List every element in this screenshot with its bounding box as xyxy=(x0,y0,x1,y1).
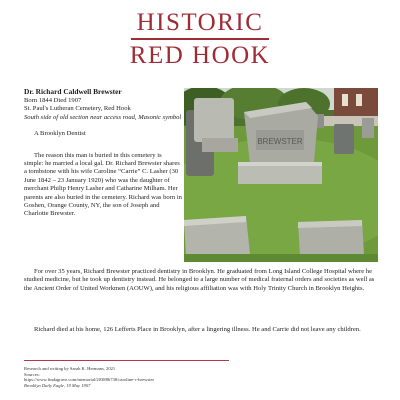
logo-line-historic: HISTORIC xyxy=(136,9,264,36)
gravestone-photo xyxy=(184,88,378,262)
paragraph-death-text: Richard died at his home, 126 Lefferts Place in Brooklyn, after a lingering illness. He and Carrie did not leave any children. xyxy=(34,326,361,333)
cemetery-name: St. Paul's Lutheran Cemetery, Red Hook xyxy=(24,105,131,113)
research-credit: Research and writing by Sarah K. Hermans, 2021 xyxy=(24,366,116,371)
paragraph-death xyxy=(24,326,378,334)
person-name: Dr. Richard Caldwell Brewster xyxy=(24,87,122,96)
sources-label: Sources: xyxy=(24,371,40,377)
paragraph-career xyxy=(24,268,378,293)
source-link[interactable]: https://www.findagrave.com/memorial/203886738/caroline-c-brewster xyxy=(24,377,155,383)
credits-block xyxy=(24,366,378,388)
paragraph-career-text: For over 35 years, Richard Brewster practiced dentistry in Brooklyn. He graduated from Long Island College Hospital where he studied medicine, but he took up dentistry instead. He belonged to a large number of medical fraternal orders and societies as well as the Ancient Order of United Workmen (AOUW), and his religious affiliation was with Holy Trinity Church in Brooklyn Heights. xyxy=(24,268,375,292)
section-divider xyxy=(24,360,229,361)
source-newspaper: Brooklyn Daily Eagle, 19 May 1907 xyxy=(24,382,91,388)
tombstone-engraving: BREWSTER xyxy=(257,137,303,146)
paragraph-intro: The reason this man is buried in this cemetery is simple: he married a local gal. Dr. Richard Brewster shares a tombstone with his wife Caroline “Carrie” C. Lasher (30 June 1842 – 23 January 1920) who was the daughter of merchant Philip Henry Lasher and Catharine Milham. Her parents are also buried in the cemetery. Richard was born in Goshen, Orange County, NY, the son of Joseph and Charlotte Brewster. xyxy=(24,151,182,218)
historic-red-hook-logo xyxy=(0,10,400,69)
logo-line-red-hook: RED HOOK xyxy=(129,42,271,69)
biography-sidebar xyxy=(24,87,182,219)
logo-rule xyxy=(131,38,269,40)
article-subtitle: A Brooklyn Dentist xyxy=(34,130,86,138)
life-dates: Born 1844 Died 1907 xyxy=(24,97,82,104)
grave-location: South side of old section near access road, Masonic symbol xyxy=(24,113,182,121)
